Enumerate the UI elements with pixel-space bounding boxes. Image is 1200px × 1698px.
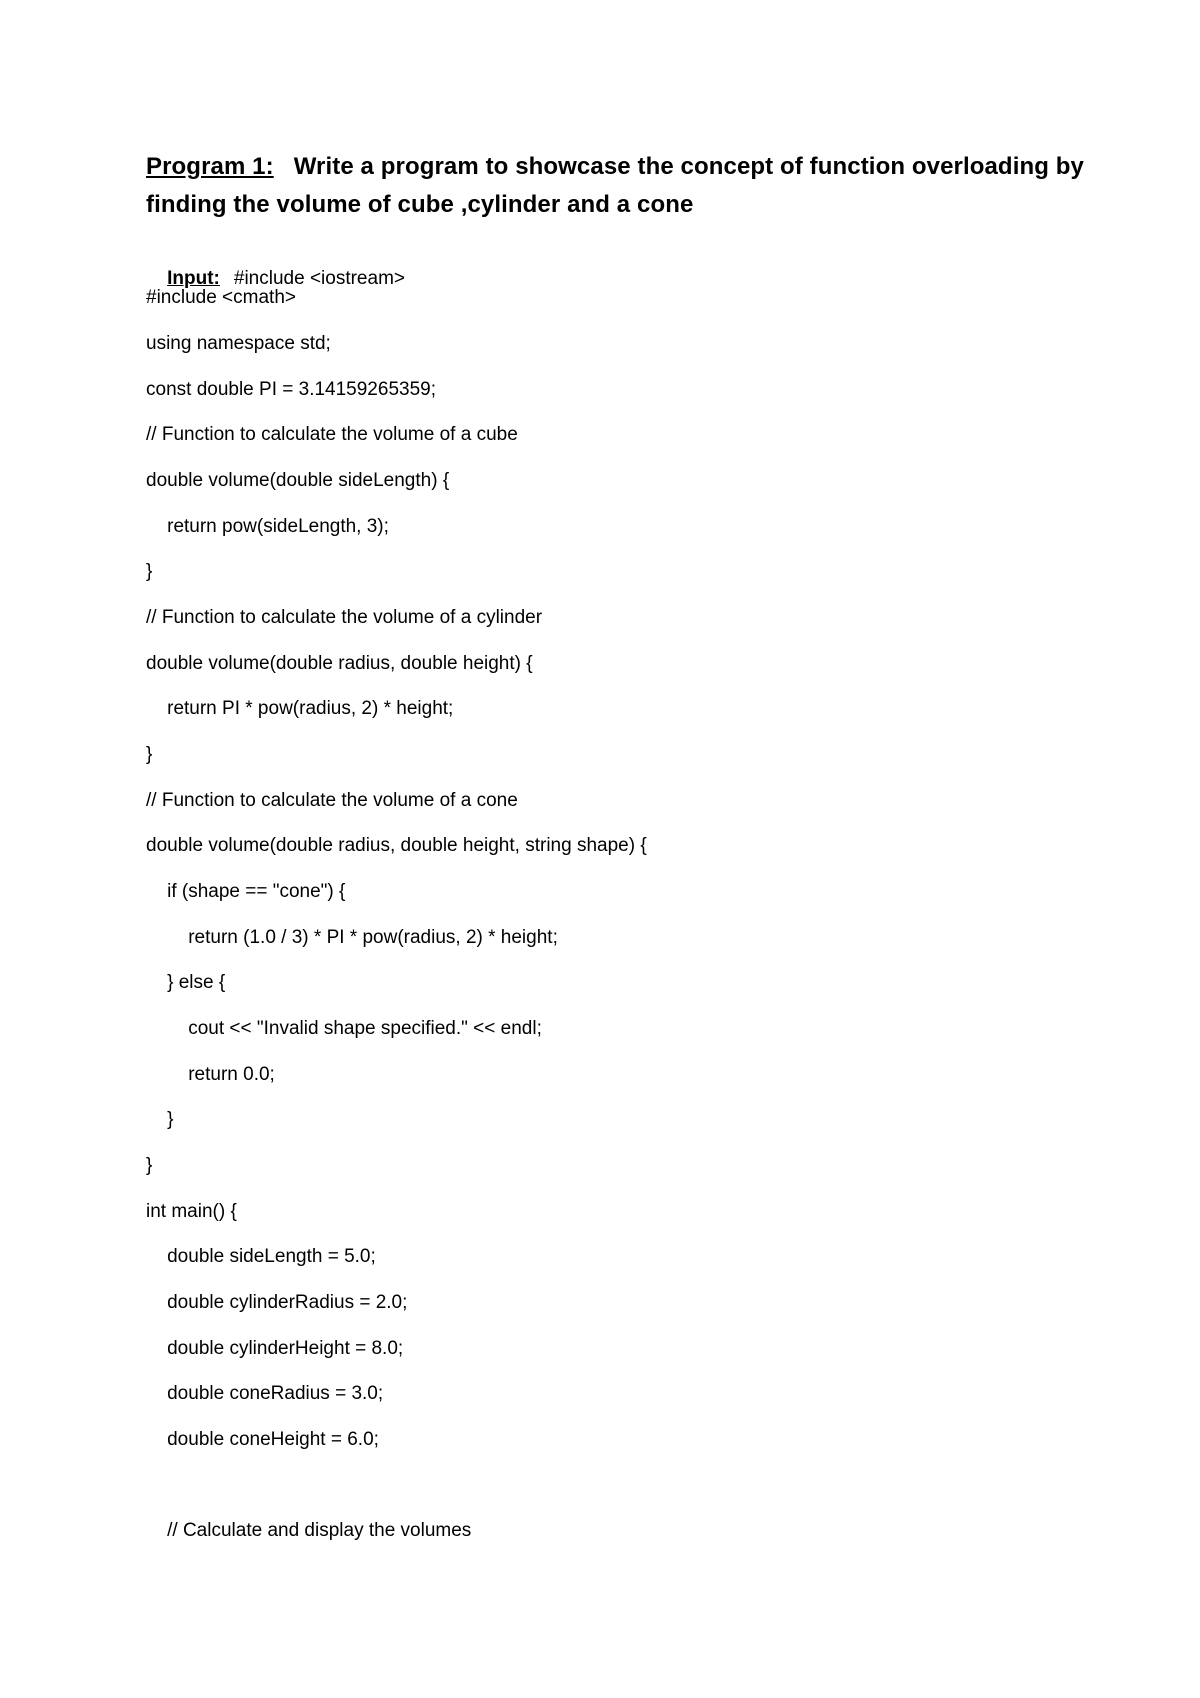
code-line: double coneRadius = 3.0; [146, 1383, 384, 1404]
code-line: } [146, 561, 153, 582]
program-title: Write a program to showcase the concept of function overloading by finding the volume of cube ,cylinder and a cone [146, 153, 1084, 218]
code-line: using namespace std; [146, 333, 331, 354]
program-label: Program 1: [146, 153, 274, 180]
code-line: if (shape == "cone") { [146, 881, 346, 902]
code-line: double volume(double sideLength) { [146, 470, 450, 491]
code-line: return (1.0 / 3) * PI * pow(radius, 2) * height; [146, 927, 558, 948]
code-line: double volume(double radius, double height, string shape) { [146, 835, 647, 856]
code-comment: // Function to calculate the volume of a cube [146, 424, 518, 445]
code-line: } [146, 1155, 153, 1176]
code-line: } else { [146, 972, 226, 993]
code-line: } [146, 744, 153, 765]
code-line: const double PI = 3.14159265359; [146, 379, 436, 400]
code-line: double volume(double radius, double height) { [146, 653, 533, 674]
code-line: return pow(sideLength, 3); [146, 516, 389, 537]
program-heading [146, 148, 1086, 224]
code-line: double coneHeight = 6.0; [146, 1429, 379, 1450]
code-line: int main() { [146, 1201, 237, 1222]
code-line: double sideLength = 5.0; [146, 1246, 376, 1267]
input-label: Input: [167, 268, 220, 289]
code-line: cout << "Invalid shape specified." << endl; [146, 1018, 542, 1039]
code-comment: // Function to calculate the volume of a cone [146, 790, 518, 811]
code-line: return 0.0; [146, 1064, 275, 1085]
code-line: return PI * pow(radius, 2) * height; [146, 698, 454, 719]
code-line: #include <cmath> [146, 287, 296, 308]
code-line: double cylinderHeight = 8.0; [146, 1338, 404, 1359]
code-line-include-iostream: #include <iostream> [233, 268, 405, 289]
code-line: double cylinderRadius = 2.0; [146, 1292, 408, 1313]
code-comment: // Function to calculate the volume of a cylinder [146, 607, 543, 628]
code-comment: // Calculate and display the volumes [146, 1520, 472, 1541]
code-line: } [146, 1109, 174, 1130]
